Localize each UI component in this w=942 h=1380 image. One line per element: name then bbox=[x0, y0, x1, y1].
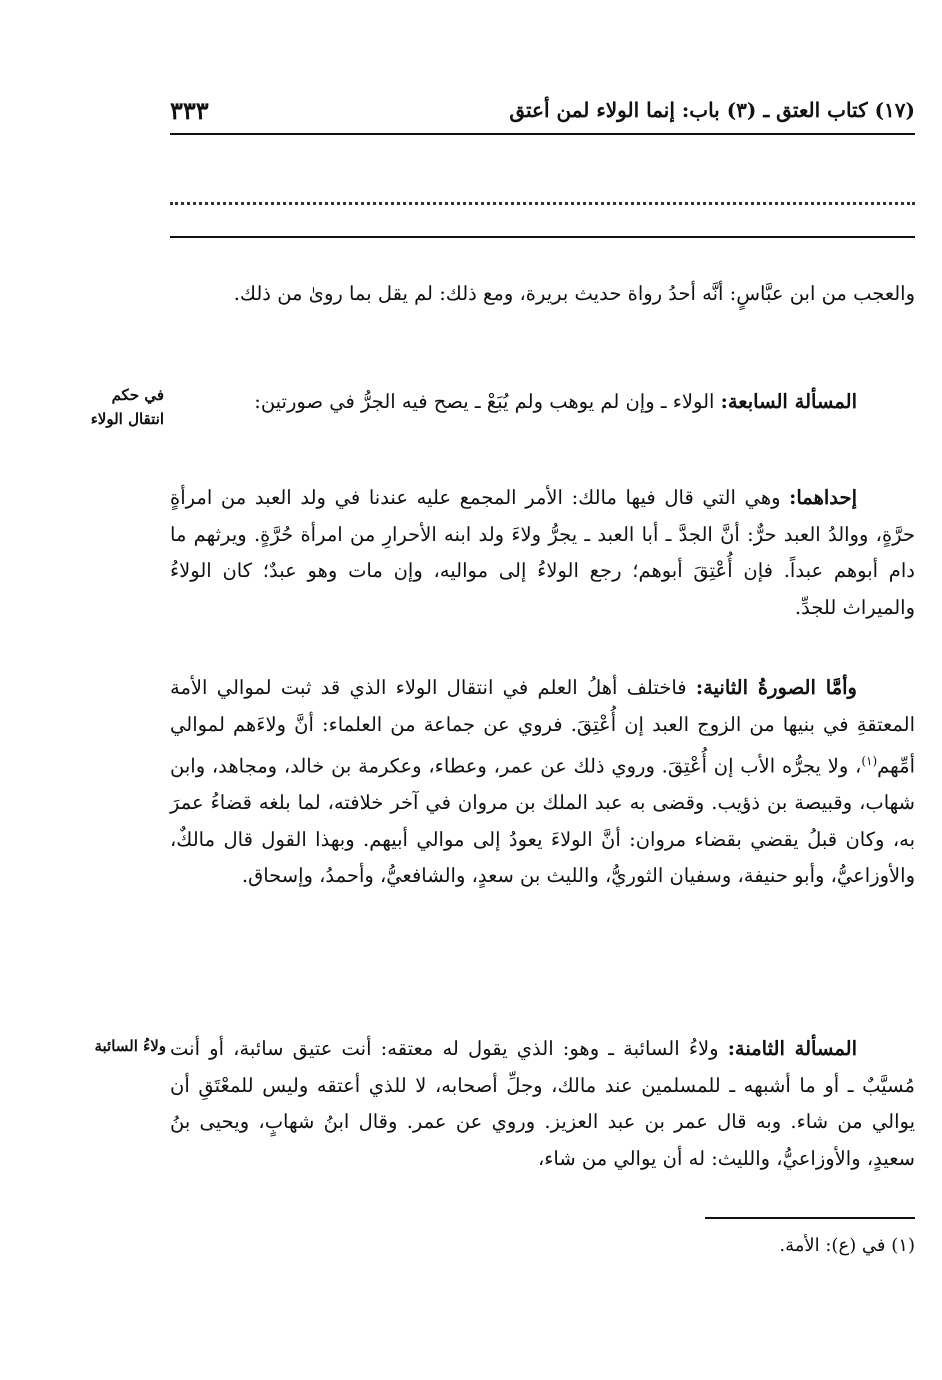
paragraph-body: وهي التي قال فيها مالك: الأمر المجمع عليه عندنا في ولد العبد من امرأةٍ حرَّةٍ، ووالدُ العبد حرٌّ: أنَّ الجدَّ ـ أبا العبد ـ يجرُّ ولاءَ ولد ابنه الأحرارِ من امرأة حُرَّةٍ. ويرثهم ما دام أبوهم عبداً. فإن أُعْتِقَ أبوهم؛ رجع الولاءُ إلى مواليه، وإن مات وهو عبدٌ؛ كان الولاءُ والميراث للجدِّ. bbox=[170, 486, 915, 619]
paragraph-text bbox=[170, 480, 915, 626]
paragraph-text bbox=[170, 670, 915, 895]
issue-heading: المسألة السابعة: bbox=[720, 390, 857, 413]
paragraph-body: فاختلف أهلُ العلم في انتقال الولاء الذي قد ثبت لموالي الأمة المعتقةِ في بنيها من الزوج العبد إن أُعْتِقَ. فروي عن جماعة من العلماء: أنَّ ولاءَهم لموالي أمِّهم bbox=[170, 676, 915, 778]
issue-heading: وأمَّا الصورةُ الثانية: bbox=[695, 676, 857, 699]
dotted-separator bbox=[170, 185, 915, 205]
footnote-rule bbox=[705, 1217, 915, 1219]
paragraph-text: والعجب من ابن عبَّاسٍ: أنَّه أحدُ رواة حديث بريرة، ومع ذلك: لم يقل بما روىٰ من ذلك. bbox=[233, 282, 915, 305]
issue-heading: إحداهما: bbox=[789, 486, 857, 509]
margin-note-transfer: في حكم انتقال الولاء bbox=[90, 386, 164, 428]
paragraph-3 bbox=[170, 480, 915, 626]
paragraph-text bbox=[170, 1031, 915, 1177]
footnote: (١) في (ع): الأمة. bbox=[779, 1235, 915, 1256]
running-title: (١٧) كتاب العتق ـ (٣) باب: إنما الولاء لمن أعتق bbox=[509, 98, 915, 122]
paragraph-4 bbox=[170, 670, 915, 895]
paragraph-text bbox=[170, 384, 915, 421]
section-rule bbox=[170, 236, 915, 238]
paragraph-2 bbox=[170, 384, 915, 421]
issue-heading: المسألة الثامنة: bbox=[727, 1037, 857, 1060]
footnote-ref[interactable]: (١) bbox=[861, 754, 878, 768]
paragraph-5 bbox=[170, 1031, 915, 1177]
page-number: ٣٣٣ bbox=[170, 96, 209, 125]
page-header bbox=[170, 96, 915, 130]
margin-note-saiba: ولاءُ السائبة bbox=[94, 1037, 166, 1055]
paragraph-body: ، ولا يجرُّه الأب إن أُعْتِقَ. وروي ذلك عن عمر، وعطاء، وعكرمة بن خالد، ومجاهد، وابن شهاب، وقبيصة بن ذؤيب. وقضى به عبد الملك بن مروان في آخر خلافته، لما بلغه قضاءُ عمرَ به، وكان قبلُ يقضي بقضاء مروان: أنَّ الولاءَ يعودُ إلى موالي أبيهم. وبهذا القول قال مالكٌ، والأوزاعيُّ، وأبو حنيفة، وسفيان الثوريُّ، والليث بن سعدٍ، والشافعيُّ، وأحمدُ، وإسحاق. bbox=[170, 754, 915, 887]
paragraph-1 bbox=[170, 276, 915, 313]
paragraph-body: ولاءُ السائبة ـ وهو: الذي يقول له معتقه: أنت عتيق سائبة، أو أنت مُسيَّبٌ ـ أو ما أشبهه ـ للمسلمين عند مالك، وجلِّ أصحابه، لا للذي أعتقه وليس للمعْتَقِ أن يوالي من شاء. وبه قال عمر بن عبد العزيز. وروي عن عمر. وقال ابنُ شهابٍ، ويحيى بنُ سعيدٍ، والأوزاعيُّ، والليث: له أن يوالي من شاء، bbox=[170, 1037, 915, 1170]
header-rule bbox=[170, 133, 915, 135]
paragraph-body: الولاء ـ وإن لم يوهب ولم يُبَعْ ـ يصح فيه الجرُّ في صورتين: bbox=[254, 390, 721, 413]
